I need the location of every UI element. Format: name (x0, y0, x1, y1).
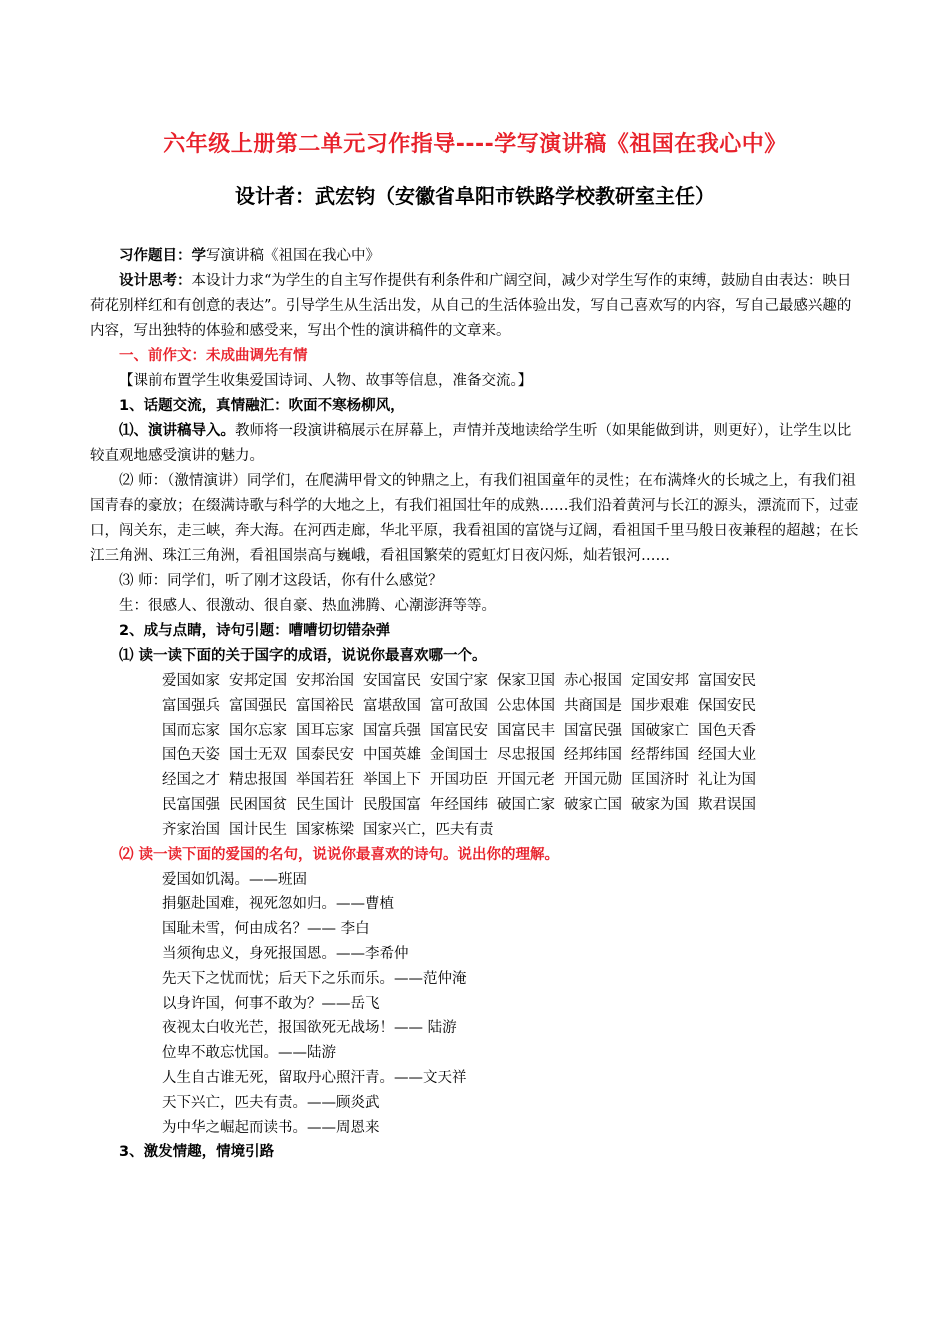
topic-line (90, 244, 860, 269)
topic-value: 写演讲稿《祖国在我心中》 (206, 248, 380, 264)
idiom-row (162, 694, 860, 719)
idiom: 国富民强 (564, 722, 622, 739)
idiom: 年经国纬 (430, 796, 488, 813)
idiom-list (162, 669, 860, 843)
idiom-row (162, 719, 860, 744)
poem-list (162, 868, 860, 1141)
design-thinking-text: 本设计力求“为学生的自主写作提供有利条件和广阔空间，减少对学生写作的束缚，鼓励自由表达：映日荷花别样红和有创意的表达”。引导学生从生活出发，从自己的生活体验出发，写自己喜欢写的内容，写自己最感兴趣的内容，写出独特的体验和感受来，写出个性的演讲稿件的文章来。 (90, 273, 852, 339)
idiom: 经邦纬国 (564, 747, 622, 764)
idiom: 国富民丰 (497, 722, 555, 739)
idiom: 举国若狂 (296, 772, 354, 789)
poem-line: 人生自古谁无死，留取丹心照汗青。——文天祥 (162, 1069, 467, 1086)
idiom: 国计民生 (229, 821, 287, 838)
design-thinking-label: 设计思考： (119, 273, 192, 289)
idiom: 富堪敌国 (363, 697, 421, 714)
author-line: 设计者：武宏钧（安徽省阜阳市铁路学校教研室主任） (235, 184, 715, 208)
step1-paragraph-1 (90, 419, 860, 469)
idiom: 公忠体国 (497, 697, 555, 714)
idiom: 安邦治国 (296, 673, 354, 689)
idiom: 富国强民 (229, 697, 287, 714)
idiom: 中国英雄 (363, 747, 421, 764)
idiom: 国家兴亡，匹夫有责 (363, 821, 494, 838)
idiom: 国士无双 (229, 747, 287, 764)
idiom: 富国裕民 (296, 697, 354, 714)
step1-p1-text: 教师将一段演讲稿展示在屏幕上，声情并茂地读给学生听（如果能做到讲，则更好），让学生以比较直观地感受演讲的魅力。 (90, 423, 852, 464)
idiom: 保家卫国 (497, 673, 555, 689)
idiom-row (162, 743, 860, 768)
idiom: 破家为国 (631, 796, 689, 813)
idiom: 国耳忘家 (296, 722, 354, 739)
idiom: 富国强兵 (162, 697, 220, 714)
idiom: 匡国济时 (631, 772, 689, 789)
idiom: 经帮纬国 (631, 747, 689, 764)
poem-line: 为中华之崛起而读书。——周恩来 (162, 1119, 380, 1136)
poem-line: 国耻未雪，何由成名？—— 李白 (162, 921, 370, 938)
idiom: 经国大业 (698, 747, 756, 764)
idiom: 精忠报国 (229, 772, 287, 789)
idiom: 国色天香 (698, 722, 756, 739)
idiom: 国破家亡 (631, 722, 689, 739)
idiom-row (162, 818, 860, 843)
idiom: 国泰民安 (296, 747, 354, 764)
poem-line: 天下兴亡，匹夫有责。——顾炎武 (162, 1094, 380, 1111)
idiom: 定国安邦 (631, 673, 689, 689)
idiom: 民生国计 (296, 796, 354, 813)
idiom: 国色天姿 (162, 747, 220, 764)
idiom: 尽忠报国 (497, 747, 555, 764)
poem-line: 先天下之忧而忧；后天下之乐而乐。——范仲淹 (162, 970, 467, 987)
idiom: 保国安民 (698, 697, 756, 714)
idiom: 金闺国士 (430, 747, 488, 764)
idiom: 开国元勋 (564, 772, 622, 789)
poem-line: 捐躯赴国难，视死忽如归。——曹植 (162, 896, 394, 913)
idiom: 开国元老 (497, 772, 555, 789)
step2-heading: 2、成与点睛，诗句引题：嘈嘈切切错杂弹 (119, 623, 391, 639)
poem-line: 位卑不敢忘忧国。——陆游 (162, 1045, 336, 1062)
idiom: 国步艰难 (631, 697, 689, 714)
document-body (90, 244, 860, 1165)
idiom: 举国上下 (363, 772, 421, 789)
idiom-row (162, 669, 860, 694)
poem-line: 以身许国，何事不敢为？——岳飞 (162, 995, 380, 1012)
step1-p1-label: ⑴、演讲稿导入。 (119, 423, 235, 439)
idiom: 国富兵强 (363, 722, 421, 739)
idiom: 富可敌国 (430, 697, 488, 714)
idiom: 民困国贫 (229, 796, 287, 813)
idiom: 富国安民 (698, 673, 756, 689)
idiom: 国富民安 (430, 722, 488, 739)
idiom-question: ⑴ 读一读下面的关于国字的成语，说说你最喜欢哪一个。 (119, 648, 487, 664)
poem-line: 当须徇忠义，身死报国恩。——李希仲 (162, 945, 409, 962)
poem-line: 爱国如饥渴。——班固 (162, 871, 307, 888)
poem-question: ⑵ 读一读下面的爱国的名句，说说你最喜欢的诗句。说出你的理解。 (119, 846, 560, 863)
idiom: 民富国强 (162, 796, 220, 813)
section1-heading: 一、前作文：未成曲调先有情 (119, 348, 308, 364)
page-title: 六年级上册第二单元习作指导----学写演讲稿《祖国在我心中》 (163, 132, 787, 157)
idiom: 国尔忘家 (229, 722, 287, 739)
idiom: 礼让为国 (698, 772, 756, 789)
design-thinking (90, 269, 860, 344)
poem-line: 夜视太白收光芒，报国欲死无战场！—— 陆游 (162, 1020, 457, 1037)
speech-excerpt: ⑵ 师：（激情演讲）同学们，在爬满甲骨文的钟鼎之上，有我们祖国童年的灵性；在布满烽火的长城之上，有我们祖国青春的豪放；在缀满诗歌与科学的大地之上，有我们祖国壮年的成熟……我们沿着黄河与长江的源头，漂流而下，过壶口，闯关东，走三峡，奔大海。在河西走廊，华北平原，我看祖国的富饶与辽阔，看祖国千里马般日夜兼程的超越；在长江三角洲、珠江三角洲，看祖国崇高与巍峨，看祖国繁荣的霓虹灯日夜闪烁，灿若银河…… (90, 473, 859, 564)
idiom: 经国之才 (162, 772, 220, 789)
idiom: 破家亡国 (564, 796, 622, 813)
idiom: 安国宁家 (430, 673, 488, 689)
idiom: 爱国如家 (162, 673, 220, 689)
idiom: 民殷国富 (363, 796, 421, 813)
idiom-row (162, 793, 860, 818)
step3-heading: 3、激发情趣，情境引路 (119, 1144, 275, 1161)
idiom-row (162, 768, 860, 793)
section1-note: 【课前布置学生收集爱国诗词、人物、故事等信息，准备交流。】 (119, 373, 533, 389)
topic-label: 习作题目：学 (119, 248, 206, 264)
idiom: 齐家治国 (162, 821, 220, 838)
idiom: 开国功臣 (430, 772, 488, 789)
idiom: 破国亡家 (497, 796, 555, 813)
step1-heading: 1、话题交流，真情融汇：吹面不寒杨柳风， (119, 398, 405, 414)
idiom: 国家栋梁 (296, 821, 354, 838)
idiom: 赤心报国 (564, 673, 622, 689)
idiom: 共商国是 (564, 697, 622, 714)
idiom: 安国富民 (363, 673, 421, 689)
student-answer: 生：很感人、很激动、很自豪、热血沸腾、心潮澎湃等等。 (119, 598, 496, 614)
idiom: 欺君误国 (698, 796, 756, 813)
idiom: 国而忘家 (162, 722, 220, 739)
teacher-question: ⑶ 师：同学们，听了刚才这段话，你有什么感觉？ (119, 573, 443, 589)
idiom: 安邦定国 (229, 673, 287, 689)
